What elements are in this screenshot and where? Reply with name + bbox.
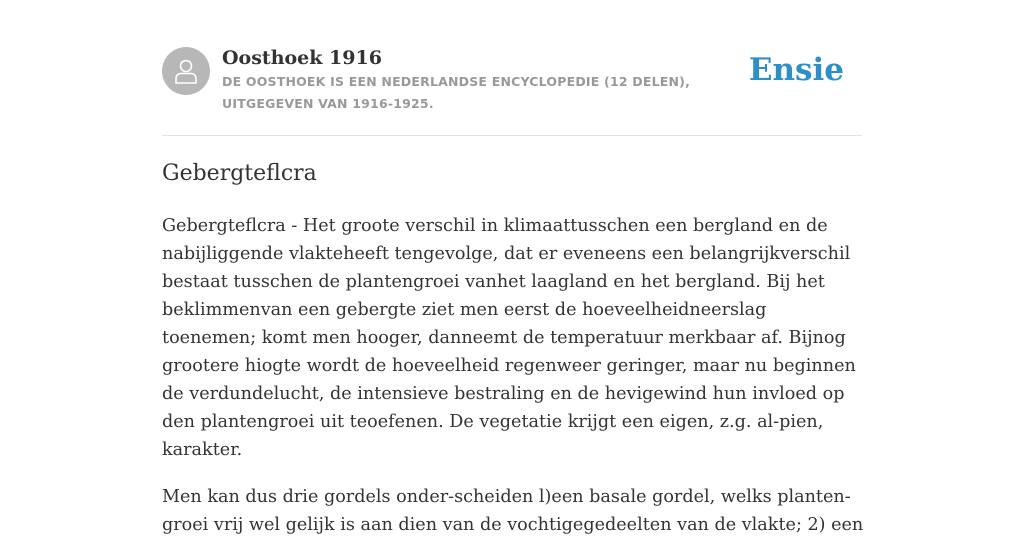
avatar[interactable]	[162, 47, 210, 95]
page-container	[162, 0, 864, 535]
article-paragraph: Gebergteflcra - Het groote verschil in klimaattusschen een bergland en de nabijliggende vlakteheeft tengevolge, dat er eveneens een belangrijkverschil bestaat tusschen de plantengroei vanhet laagland en het bergland. Bij het beklimmenvan een gebergte ziet men eerst de hoeveelheidneerslag toenemen; komt men hooger, danneemt de temperatuur merkbaar af. Bijnog grootere hiogte wordt de hoeveelheid regenweer geringer, maar nu beginnen de verdundelucht, de intensieve bestraling en de hevigewind hun invloed op den plantengroei uit teoefenen. De vegetatie krijgt een eigen, z.g. al-pien, karakter.	[162, 216, 856, 460]
article-paragraph: Men kan dus drie gordels onder-scheiden l)een basale gordel, welks planten-groei vrij wel gelijk is aan dien van de vochtigegedeelten van de vlakte; 2) een	[162, 487, 864, 535]
source-header	[162, 0, 862, 136]
ensie-logo-link[interactable]: Ensie	[748, 52, 844, 88]
article-title: Gebergteflcra	[162, 161, 317, 186]
user-icon	[173, 57, 199, 85]
article-body	[162, 212, 864, 558]
source-description: DE OOSTHOEK IS EEN NEDERLANDSE ENCYCLOPEDIE (12 DELEN), UITGEGEVEN VAN 1916-1925.	[222, 74, 691, 111]
source-title[interactable]: Oosthoek 1916	[222, 47, 382, 69]
